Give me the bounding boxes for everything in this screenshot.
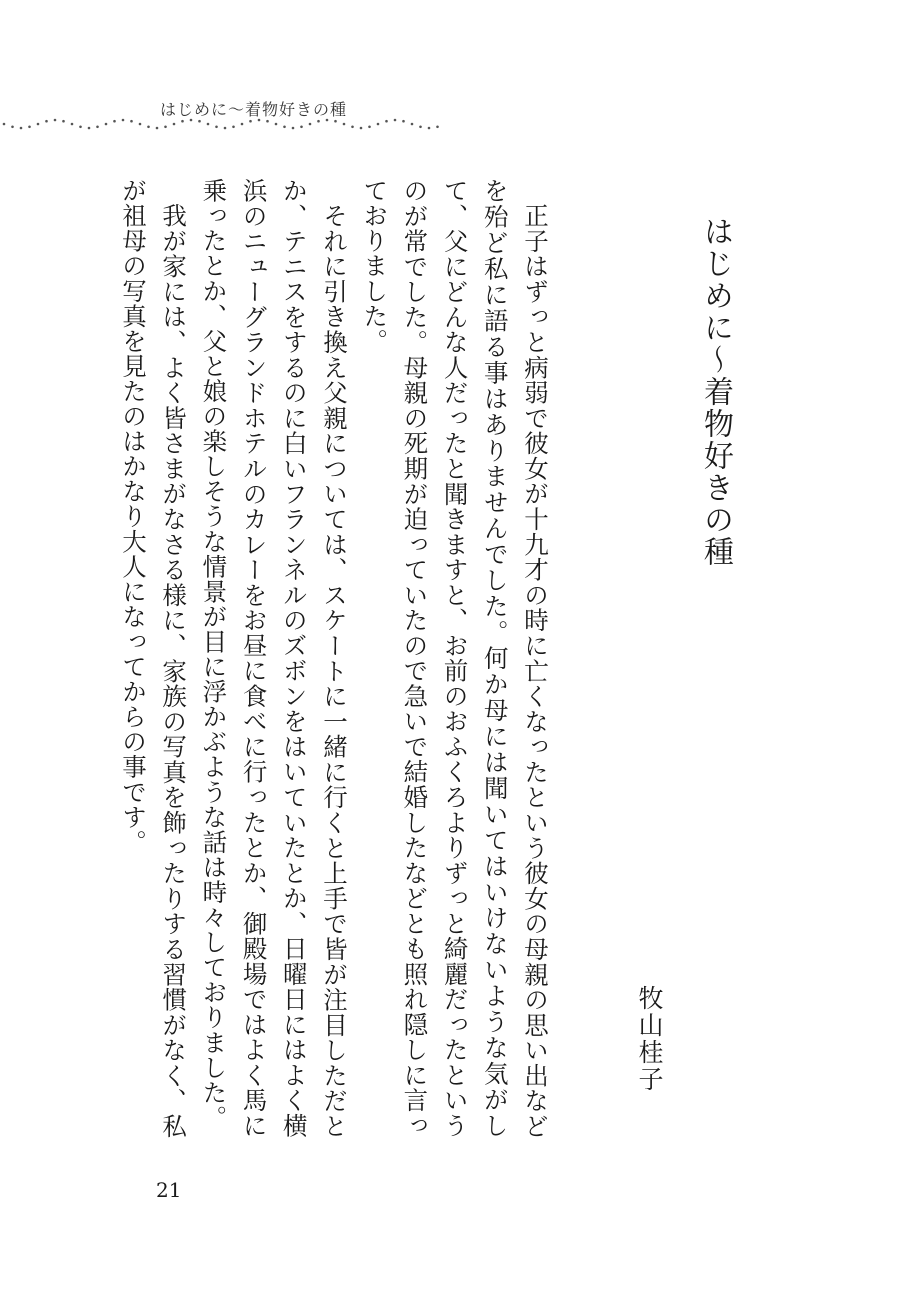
paragraph: それに引き換え父親については、スケートに一緒に行くと上手で皆が注目しただとか、テニスをするのに白いフランネルのズボンをはいていたとか、日曜日にはよく横浜のニューグランドホテルのカレーをお昼に食べに行ったとか、御殿場ではよく馬に乗ったとか、父と娘の楽しそうな情景が目に浮かぶような話は時々しておりました。 bbox=[199, 178, 349, 1138]
divider-dot bbox=[147, 126, 150, 129]
divider-dot bbox=[54, 119, 57, 122]
divider-dot bbox=[215, 126, 218, 129]
divider-dot bbox=[241, 123, 244, 126]
divider-dot bbox=[419, 126, 422, 129]
divider-dot bbox=[37, 123, 40, 126]
divider-dot bbox=[428, 127, 431, 130]
divider-dot bbox=[224, 127, 227, 130]
divider-dot bbox=[360, 127, 363, 130]
divider-dot bbox=[88, 127, 91, 130]
divider-dot bbox=[343, 123, 346, 126]
divider-dot bbox=[309, 123, 312, 126]
divider-dot bbox=[156, 127, 159, 130]
divider-dot bbox=[258, 119, 261, 122]
divider-dot bbox=[20, 127, 23, 130]
divider-dot bbox=[385, 120, 388, 123]
divider-dot bbox=[275, 123, 278, 126]
body-text bbox=[113, 178, 555, 1138]
divider-dot bbox=[71, 123, 74, 126]
divider-dot bbox=[411, 123, 414, 126]
author-name: 牧山桂子 bbox=[635, 985, 664, 1093]
divider-dot bbox=[181, 120, 184, 123]
divider-dot bbox=[351, 126, 354, 129]
divider-dot bbox=[402, 120, 405, 123]
divider-dot bbox=[317, 120, 320, 123]
paragraph: 正子はずっと病弱で彼女が十九才の時に亡くなったという彼女の母親の思い出などを殆ど私に語る事はありませんでした。何か母には聞いてはいけないような気がして、父にどんな人だったと聞きますと、お前のおふくろよりずっと綺麗だったというのが常でした。母親の死期が迫っていたので急いで結婚したなどとも照れ隠しに言っておりました。 bbox=[360, 178, 550, 1138]
divider-dot bbox=[96, 126, 99, 129]
divider-dot bbox=[198, 120, 201, 123]
divider-dot bbox=[130, 120, 133, 123]
divider-dot bbox=[28, 126, 31, 129]
divider-dot bbox=[249, 120, 252, 123]
divider-dot bbox=[368, 126, 371, 129]
divider-dot bbox=[173, 123, 176, 126]
divider-dot bbox=[79, 126, 82, 129]
divider-dot bbox=[436, 126, 439, 129]
chapter-title: はじめに〜着物好きの種 bbox=[698, 216, 733, 568]
divider-dot bbox=[266, 120, 269, 123]
divider-dot bbox=[45, 120, 48, 123]
divider-dot bbox=[207, 123, 210, 126]
divider-dot bbox=[283, 126, 286, 129]
divider-dot bbox=[326, 119, 329, 122]
divider-dot bbox=[232, 126, 235, 129]
divider-dot bbox=[377, 123, 380, 126]
divider-dot bbox=[190, 119, 193, 122]
divider-dot bbox=[139, 123, 142, 126]
running-header: はじめに〜着物好きの種 bbox=[160, 100, 348, 119]
divider-dot bbox=[113, 120, 116, 123]
divider-dot bbox=[292, 127, 295, 130]
divider-dot bbox=[105, 123, 108, 126]
divider-dot bbox=[300, 126, 303, 129]
divider-dot bbox=[164, 126, 167, 129]
page-number: 21 bbox=[156, 1178, 182, 1202]
divider-dot bbox=[11, 126, 14, 129]
divider-dot bbox=[3, 123, 6, 126]
divider-dot bbox=[122, 119, 125, 122]
divider-dot bbox=[394, 119, 397, 122]
divider-dot bbox=[334, 120, 337, 123]
divider-dot bbox=[62, 120, 65, 123]
dotted-divider bbox=[0, 112, 450, 136]
paragraph: 我が家には、よく皆さまがなさる様に、家族の写真を飾ったりする習慣がなく、私が祖母の写真を見たのはかなり大人になってからの事です。 bbox=[118, 178, 189, 1138]
